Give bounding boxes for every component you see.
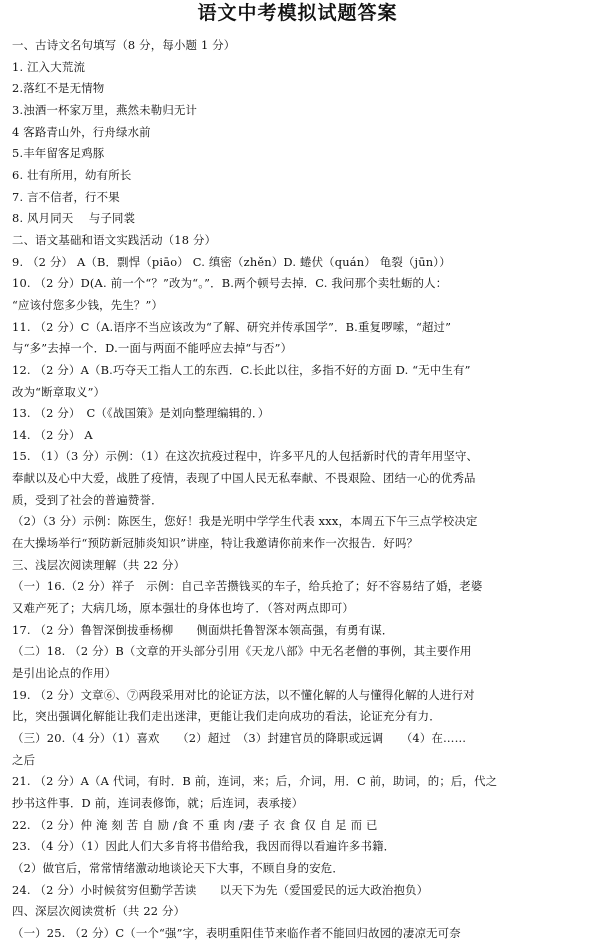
answer-line: 17. （2 分）鲁智深倒拔垂杨柳 侧面烘托鲁智深本领高强，有勇有谋． <box>12 622 394 637</box>
answer-line: 22. （2 分）仲 淹 刻 苦 自 励 /食 不 重 肉 /妻 子 衣 食 仅 自 足 而 已 <box>12 817 378 832</box>
answer-line: 2.落红不是无情物 <box>12 81 105 96</box>
answer-line: （一）25. （2 分）C（一个“强”字，表明重阳佳节来临作者不能回归故园的凄凉无可奈 <box>12 925 461 940</box>
answer-line: 之后 <box>12 752 36 767</box>
answer-line: 7. 言不信者，行不果 <box>12 189 120 204</box>
answer-line: 又难产死了；大病几场，原本强壮的身体也垮了．（答对两点即可） <box>12 601 355 616</box>
answer-line: （三）20.（4 分）（1）喜欢 （2）超过 （3）封建官员的降职或远调 （4）在…… <box>12 731 467 745</box>
answer-line: 23. （4 分）（1）因此人们大多肯将书借给我，我因而得以看遍许多书籍． <box>12 839 396 854</box>
answer-line: 抄书这件事．D 前，连词表修饰，就；后连词，表承接） <box>12 795 304 810</box>
answer-line: 11. （2 分）C（A.语序不当应该改为“了解、研究并传承国学”．B.重复啰嗦，“超过” <box>12 319 452 334</box>
answer-body <box>12 35 583 945</box>
answer-line: 8. 风月同天 与子同裳 <box>12 211 136 226</box>
answer-line: 5.丰年留客足鸡豚 <box>12 146 105 161</box>
answer-line: 改为“断章取义”） <box>12 384 106 399</box>
answer-line: 三、浅层次阅读理解（共 22 分） <box>12 557 186 572</box>
answer-line: 与“多”去掉一个．D.一面与两面不能呼应去掉“与否”） <box>12 341 293 356</box>
page-title: 语文中考模拟试题答案 <box>197 2 398 24</box>
answer-line: 19. （2 分）文章⑥、⑦两段采用对比的论证方法，以不懂化解的人与懂得化解的人进行对 <box>12 687 475 702</box>
answer-sheet-page <box>0 2 595 940</box>
answer-line: （一）16.（2 分）祥子 示例：自己辛苦攒钱买的车子，给兵抢了；好不容易结了婚，老婆 <box>12 579 483 594</box>
answer-line: 是引出论点的作用） <box>12 666 117 681</box>
answer-line: 四、深层次阅读赏析（共 22 分） <box>12 904 186 919</box>
answer-line: 9. （2 分） A（B．剽悍（piāo） C. 缜密（zhěn）D. 蜷伏（quán） 龟裂（jūn）） <box>12 254 451 269</box>
answer-line: 21. （2 分）A（A 代词，有时．B 前，连词，来；后，介词，用．C 前，助词，的；后，代之 <box>12 774 498 789</box>
answer-line: 比，突出强调化解能让我们走出迷津，更能让我们走向成功的看法，论证充分有力． <box>12 709 441 724</box>
answer-line: 4 客路青山外，行舟绿水前 <box>12 124 151 139</box>
answer-line: 15. （1）（3 分）示例：（1）在这次抗疫过程中，许多平凡的人包括新时代的青年用坚守、 <box>12 449 479 464</box>
answer-line: 24. （2 分）小时候贫穷但勤学苦读 以天下为先（爱国爱民的远大政治抱负） <box>12 882 429 897</box>
answer-line: 一、古诗文名句填写（8 分，每小题 1 分） <box>12 38 236 52</box>
answer-line: 13. （2 分） C（《战国策》是刘向整理编辑的．） <box>12 406 270 421</box>
answer-line: 1. 江入大荒流 <box>12 59 86 74</box>
answer-line: 10. （2 分）D(A. 前一个“？”改为“。”．B.两个顿号去掉．C. 我问那个卖牡蛎的人： <box>12 276 448 291</box>
answer-line: （2）做官后，常常情绪激动地谈论天下大事，不顾自身的安危． <box>12 860 344 875</box>
answer-line: 12. （2 分）A（B.巧夺天工指人工的东西．C.长此以往，多指不好的方面 D. “无中生有” <box>12 362 471 377</box>
answer-line: （2）（3 分）示例：陈医生，您好！我是光明中学学生代表 xxx，本周五下午三点学校决定 <box>12 514 478 529</box>
answer-line: 14. （2 分） A <box>12 427 93 442</box>
answer-line: 质，受到了社会的普遍赞誉． <box>12 492 163 507</box>
answer-line: （二）18. （2 分）B（文章的开头部分引用《天龙八部》中无名老僧的事例，其主要作用 <box>12 644 472 659</box>
answer-line: 6. 壮有所用，幼有所长 <box>12 167 132 182</box>
answer-line: 3.浊酒一杯家万里，燕然未勒归无计 <box>12 102 198 117</box>
answer-line: “应该付您多少钱，先生？”） <box>12 297 164 312</box>
answer-line: 在大操场举行“预防新冠肺炎知识”讲座，特让我邀请你前来作一次报告．好吗？ <box>12 536 419 551</box>
answer-line: 奉献以及心中大爱，战胜了疫情，表现了中国人民无私奉献、不畏艰险、团结一心的优秀品 <box>12 471 476 486</box>
answer-line: 二、语文基础和语文实践活动（18 分） <box>12 232 217 247</box>
